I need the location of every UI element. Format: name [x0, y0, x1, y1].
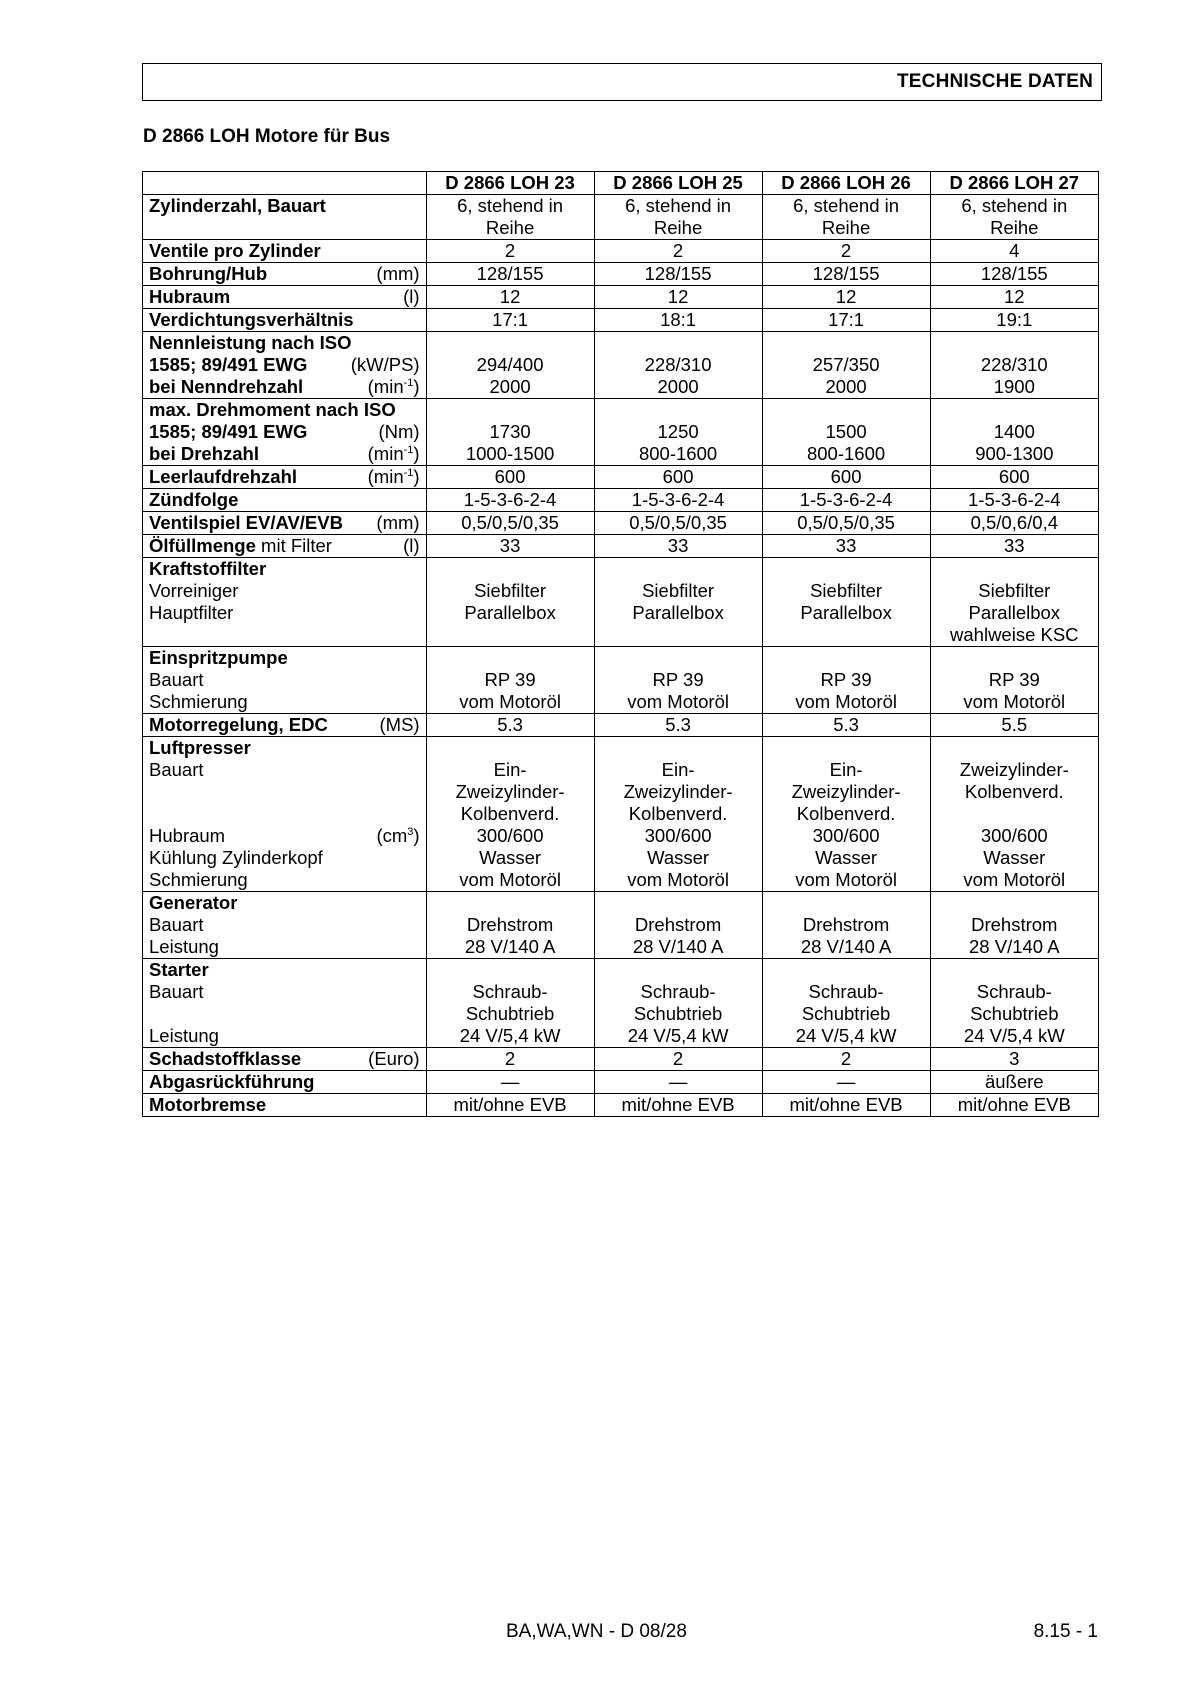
table-row-einspritzpumpe — [143, 647, 1099, 714]
row-sublabel: Vorreiniger — [149, 580, 239, 601]
cell-value: 600 — [762, 466, 930, 489]
row-unit: (MS) — [379, 714, 420, 735]
cell-value: Reihe — [821, 217, 871, 238]
cell-value: 294/400 — [476, 354, 544, 375]
cell-value: 33 — [426, 535, 594, 558]
cell-value: 1-5-3-6-2-4 — [426, 489, 594, 512]
row-label: Zündfolge — [149, 489, 239, 510]
cell-value: RP 39 — [484, 669, 536, 690]
row-label: bei Drehzahl — [149, 443, 259, 464]
unit-text: ) — [413, 443, 420, 464]
cell-value: Parallelbox — [632, 602, 724, 623]
cell-value: 300/600 — [644, 825, 712, 846]
cell-value: 2000 — [657, 376, 699, 397]
cell-value: 1-5-3-6-2-4 — [762, 489, 930, 512]
cell-value: 1400 — [993, 421, 1035, 442]
cell-value: Drehstrom — [971, 914, 1058, 935]
cell-value: — — [426, 1071, 594, 1094]
cell-value: vom Motoröl — [795, 691, 897, 712]
cell-value: 24 V/5,4 kW — [963, 1025, 1065, 1046]
cell-value: Kolbenverd. — [460, 803, 560, 824]
footer-doc-ref: BA,WA,WN - D 08/28 — [506, 1621, 687, 1642]
cell-value: 28 V/140 A — [969, 936, 1060, 957]
cell-value: 0,5/0,6/0,4 — [930, 512, 1098, 535]
cell-value: 24 V/5,4 kW — [627, 1025, 729, 1046]
cell-value: 6, stehend in — [457, 195, 564, 216]
cell-value: 33 — [762, 535, 930, 558]
cell-value: 28 V/140 A — [632, 936, 724, 957]
row-unit: (l) — [403, 286, 420, 307]
cell-value: 900-1300 — [975, 443, 1054, 464]
header-empty-cell — [143, 172, 427, 195]
cell-value: 5.3 — [426, 714, 594, 737]
table-row-schadstoffklasse — [143, 1048, 1099, 1071]
cell-value: 128/155 — [426, 263, 594, 286]
cell-value: Schubtrieb — [970, 1003, 1059, 1024]
cell-value: 1-5-3-6-2-4 — [594, 489, 762, 512]
cell-value: Wasser — [479, 847, 542, 868]
table-row-zylinderzahl — [143, 195, 1099, 240]
cell-value: Schraub- — [640, 981, 716, 1002]
cell-value: 2 — [426, 1048, 594, 1071]
cell-value: 2000 — [825, 376, 867, 397]
cell-value: 19:1 — [930, 309, 1098, 332]
cell-value: 28 V/140 A — [464, 936, 556, 957]
row-unit — [376, 825, 419, 847]
cell-value: mit/ohne EVB — [426, 1094, 594, 1117]
cell-value: Drehstrom — [466, 914, 554, 935]
unit-text: (cm — [376, 825, 408, 846]
cell-value: Schraub- — [808, 981, 884, 1002]
cell-value: 6, stehend in — [793, 195, 900, 216]
column-header: D 2866 LOH 26 — [762, 172, 930, 195]
header-title: TECHNISCHE DATEN — [896, 71, 1093, 92]
cell-value: Wasser — [647, 847, 710, 868]
cell-value: 128/155 — [762, 263, 930, 286]
cell-value: Zweizylinder- — [623, 781, 733, 802]
table-row-generator — [143, 892, 1099, 959]
cell-value: 5.5 — [930, 714, 1098, 737]
cell-value: 2 — [594, 240, 762, 263]
row-unit: (kW/PS) — [350, 354, 420, 375]
cell-value: 128/155 — [930, 263, 1098, 286]
table-row-starter — [143, 959, 1099, 1048]
cell-value: Schubtrieb — [801, 1003, 891, 1024]
row-label: bei Nenndrehzahl — [149, 376, 304, 397]
cell-value: RP 39 — [988, 669, 1040, 690]
row-label: Abgasrückführung — [149, 1071, 315, 1092]
cell-value: 1900 — [993, 376, 1035, 397]
cell-value: RP 39 — [820, 669, 872, 690]
row-label: Ventilspiel EV/AV/EVB — [149, 512, 343, 533]
table-row-ventile — [143, 240, 1099, 263]
table-row-verdichtung — [143, 309, 1099, 332]
cell-value: 257/350 — [812, 354, 880, 375]
cell-value: Kolbenverd. — [796, 803, 896, 824]
cell-value: 12 — [762, 286, 930, 309]
cell-value: vom Motoröl — [627, 869, 729, 890]
cell-value: 33 — [930, 535, 1098, 558]
row-label: Motorbremse — [149, 1094, 267, 1115]
cell-value: 600 — [594, 466, 762, 489]
row-unit — [368, 376, 420, 398]
row-sublabel: Schmierung — [149, 691, 248, 712]
cell-value: wahlweise KSC — [950, 624, 1079, 645]
table-row-nennleistung — [143, 332, 1099, 399]
cell-value: 2 — [594, 1048, 762, 1071]
cell-value: 0,5/0,5/0,35 — [594, 512, 762, 535]
table-row-hubraum — [143, 286, 1099, 309]
row-sublabel: Bauart — [149, 669, 204, 690]
cell-value: Zweizylinder- — [455, 781, 565, 802]
cell-value: Ein- — [493, 759, 527, 780]
cell-value: 2000 — [489, 376, 531, 397]
row-unit — [368, 466, 420, 488]
cell-value: vom Motoröl — [459, 869, 561, 890]
cell-value: 0,5/0,5/0,35 — [762, 512, 930, 535]
cell-value: 1730 — [489, 421, 531, 442]
cell-value: — — [594, 1071, 762, 1094]
row-unit — [368, 443, 420, 465]
cell-value: Siebfilter — [642, 580, 715, 601]
page-title: D 2866 LOH Motore für Bus — [143, 126, 391, 147]
cell-value: Schraub- — [472, 981, 548, 1002]
cell-value: 228/310 — [980, 354, 1048, 375]
unit-sup: -1 — [403, 376, 414, 389]
cell-value: 28 V/140 A — [800, 936, 892, 957]
row-label: 1585; 89/491 EWG — [149, 354, 308, 375]
row-unit: (mm) — [376, 512, 420, 533]
cell-value: Drehstrom — [634, 914, 722, 935]
unit-text: (min — [367, 376, 404, 397]
cell-value: 2 — [426, 240, 594, 263]
cell-value: 0,5/0,5/0,35 — [426, 512, 594, 535]
cell-value: 800-1600 — [638, 443, 718, 464]
column-header: D 2866 LOH 27 — [930, 172, 1098, 195]
row-unit: (l) — [403, 535, 420, 556]
cell-value: vom Motoröl — [459, 691, 561, 712]
cell-value: Parallelbox — [968, 602, 1061, 623]
row-sublabel: Bauart — [149, 981, 204, 1002]
cell-value: Siebfilter — [978, 580, 1051, 601]
cell-value: mit/ohne EVB — [762, 1094, 930, 1117]
cell-value: vom Motoröl — [963, 691, 1066, 712]
cell-value: 5.3 — [762, 714, 930, 737]
table-header-row — [143, 172, 1099, 195]
cell-value: vom Motoröl — [627, 691, 729, 712]
cell-value: 6, stehend in — [961, 195, 1068, 216]
cell-value: Siebfilter — [474, 580, 547, 601]
table-row-leerlauf — [143, 466, 1099, 489]
table-row-kraftstofffilter — [143, 558, 1099, 647]
cell-value: mit/ohne EVB — [594, 1094, 762, 1117]
cell-value: 800-1600 — [806, 443, 886, 464]
row-sublabel: Leistung — [149, 1025, 219, 1046]
table-row-bohrung — [143, 263, 1099, 286]
cell-value: 600 — [930, 466, 1098, 489]
cell-value: 600 — [426, 466, 594, 489]
row-unit: (Nm) — [378, 421, 420, 442]
cell-value: Wasser — [815, 847, 878, 868]
cell-value: Reihe — [653, 217, 703, 238]
cell-value: 33 — [594, 535, 762, 558]
row-unit: (mm) — [376, 263, 420, 284]
row-label: Leerlaufdrehzahl — [149, 466, 298, 487]
technical-data-table — [142, 171, 1099, 1117]
cell-value: RP 39 — [652, 669, 704, 690]
row-label: Nennleistung nach ISO — [149, 332, 352, 353]
cell-value: mit/ohne EVB — [930, 1094, 1098, 1117]
cell-value: 17:1 — [426, 309, 594, 332]
column-header: D 2866 LOH 25 — [594, 172, 762, 195]
cell-value: vom Motoröl — [963, 869, 1066, 890]
row-label: Generator — [149, 892, 238, 913]
column-header: D 2866 LOH 23 — [426, 172, 594, 195]
table-row-oelfuellmenge — [143, 535, 1099, 558]
cell-value: Siebfilter — [810, 580, 883, 601]
row-label: 1585; 89/491 EWG — [149, 421, 308, 442]
header-box — [142, 63, 1102, 101]
cell-value: Reihe — [990, 217, 1039, 238]
table-row-ventilspiel — [143, 512, 1099, 535]
row-label: Ölfüllmenge — [149, 535, 256, 556]
row-sublabel: Hauptfilter — [149, 602, 234, 623]
row-sublabel: Kühlung Zylinderkopf — [149, 847, 323, 868]
table-row-luftpresser — [143, 737, 1099, 892]
cell-value: 128/155 — [594, 263, 762, 286]
cell-value: 1250 — [657, 421, 699, 442]
row-label: Zylinderzahl, Bauart — [149, 195, 326, 216]
cell-value: 1-5-3-6-2-4 — [930, 489, 1098, 512]
cell-value: Zweizylinder- — [959, 759, 1069, 780]
row-sublabel: Schmierung — [149, 869, 248, 890]
cell-value: Parallelbox — [464, 602, 556, 623]
cell-value: Ein- — [661, 759, 695, 780]
unit-text: (min — [367, 443, 404, 464]
unit-sup: -1 — [403, 466, 414, 479]
cell-value: 4 — [930, 240, 1098, 263]
cell-value: Drehstrom — [802, 914, 890, 935]
cell-value: 2 — [762, 1048, 930, 1071]
cell-value: 1500 — [825, 421, 867, 442]
row-label: max. Drehmoment nach ISO — [149, 399, 396, 420]
unit-text: ) — [413, 825, 420, 846]
table-row-zuendfolge — [143, 489, 1099, 512]
cell-value: Schubtrieb — [465, 1003, 555, 1024]
row-label: Luftpresser — [149, 737, 251, 758]
table-row-abgasrueckfuehrung — [143, 1071, 1099, 1094]
row-label-suffix: mit Filter — [255, 535, 332, 556]
cell-value: 17:1 — [762, 309, 930, 332]
cell-value: 3 — [930, 1048, 1098, 1071]
row-label: Hubraum — [149, 286, 231, 307]
cell-value: 24 V/5,4 kW — [459, 1025, 561, 1046]
row-label: Verdichtungsverhältnis — [149, 309, 354, 330]
cell-value: 5.3 — [594, 714, 762, 737]
cell-value: 228/310 — [644, 354, 712, 375]
table-row-drehmoment — [143, 399, 1099, 466]
cell-value: 300/600 — [812, 825, 880, 846]
cell-value: 1000-1500 — [465, 443, 555, 464]
cell-value: 24 V/5,4 kW — [795, 1025, 897, 1046]
row-unit: (Euro) — [368, 1048, 420, 1069]
cell-value: 12 — [594, 286, 762, 309]
cell-value: vom Motoröl — [795, 869, 897, 890]
row-label: Schadstoffklasse — [149, 1048, 302, 1069]
cell-value: Schraub- — [976, 981, 1052, 1002]
row-label: Ventile pro Zylinder — [149, 240, 321, 261]
row-label: Starter — [149, 959, 209, 980]
cell-value: 12 — [930, 286, 1098, 309]
unit-sup: -1 — [403, 443, 414, 456]
cell-value: 6, stehend in — [625, 195, 732, 216]
cell-value: Kolbenverd. — [964, 781, 1064, 802]
row-label: Motorregelung, EDC — [149, 714, 328, 735]
cell-value: äußere — [930, 1071, 1098, 1094]
cell-value: Parallelbox — [800, 602, 892, 623]
footer-page-number: 8.15 - 1 — [1033, 1621, 1098, 1642]
unit-sup: 3 — [407, 825, 414, 838]
unit-text: ) — [413, 466, 420, 487]
row-sublabel: Leistung — [149, 936, 219, 957]
unit-text: ) — [413, 376, 420, 397]
cell-value: 300/600 — [980, 825, 1048, 846]
cell-value: Reihe — [485, 217, 535, 238]
row-sublabel: Bauart — [149, 759, 204, 780]
cell-value: 12 — [426, 286, 594, 309]
row-sublabel: Bauart — [149, 914, 204, 935]
cell-value: Schubtrieb — [633, 1003, 723, 1024]
unit-text: (min — [367, 466, 404, 487]
cell-value: 300/600 — [476, 825, 544, 846]
row-label: Kraftstoffilter — [149, 558, 267, 579]
cell-value: Zweizylinder- — [791, 781, 901, 802]
row-sublabel: Hubraum — [149, 825, 226, 846]
cell-value: Kolbenverd. — [628, 803, 728, 824]
cell-value: Ein- — [829, 759, 863, 780]
cell-value: — — [762, 1071, 930, 1094]
table-row-motorregelung — [143, 714, 1099, 737]
row-label: Einspritzpumpe — [149, 647, 288, 668]
row-label: Bohrung/Hub — [149, 263, 268, 284]
cell-value: 2 — [762, 240, 930, 263]
cell-value: Wasser — [983, 847, 1046, 868]
table-row-motorbremse — [143, 1094, 1099, 1117]
cell-value: 18:1 — [594, 309, 762, 332]
